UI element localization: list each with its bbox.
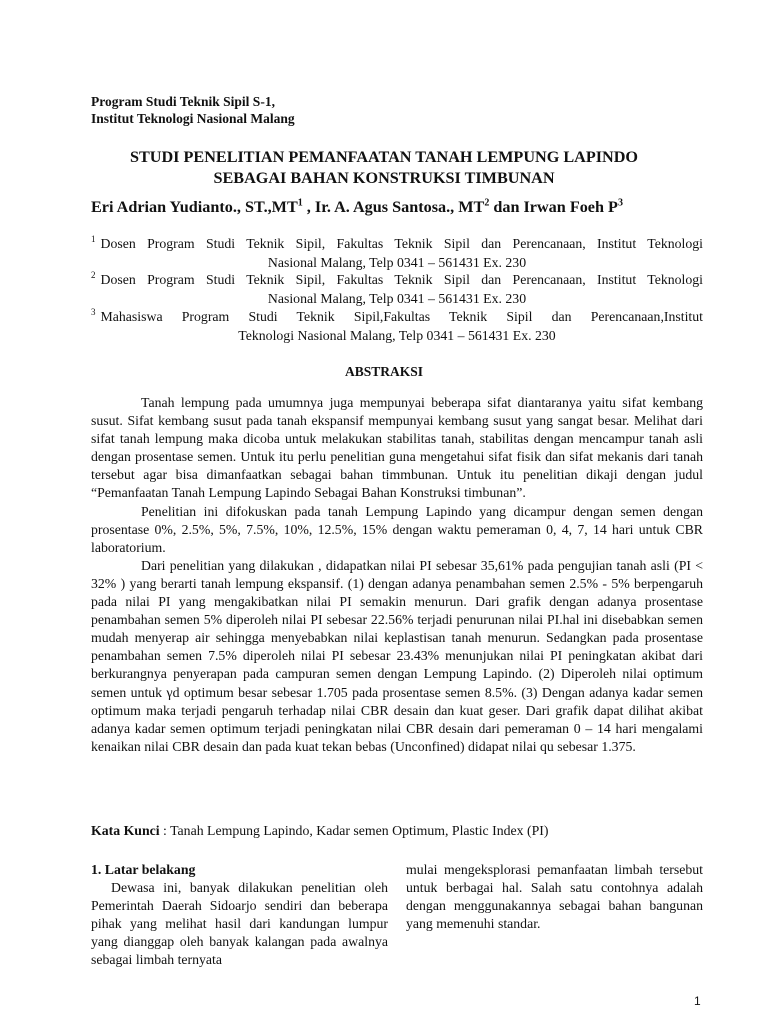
abstract-paragraph-3: Dari penelitian yang dilakukan , didapatkan nilai PI sebesar 35,61% pada pengujian tanah asli (PI < 32% ) yang berarti tanah lempung ekspansif. (1) dengan adanya penambahan semen 2.5% - 5% berpengaruh pada nilai PI yang mengakibatkan nilai PI semakin menurun. Dari grafik dengan adanya prosentase penambahan semen 5% diperoleh nilai PI sebesar 22.56% terjadi penurunan nilai PI.hal ini disebabkan semen mudah menyerap air sehingga menyebabkan nilai keplastisan tanah menurun. Sedangkan pada prosentase penambahan semen 7.5% diperoleh nilai PI sebesar 23.43% menunjukan nilai PI peningkatan akibat dari berkurangnya penyerapan pada campuran semen dengan Lempung Lapindo. (2) Diperoleh nilai optimum semen untuk γd optimum besar sebesar 1.705 pada prosentase semen 8.5%. (3) Dengan adanya kadar semen optimum maka terjadi pengaruh terhadap nilai CBR desain dan kuat geser. Dari grafik dapat dilihat akibat adanya kadar semen optimum terjadi peningkatan nilai CBR desain dari pemeraman 0 – 14 hari mengalami kenaikan nilai CBR desain dan pada kuat tekan bebas (Unconfined) didapat nilai qu sebesar 1.375. — [91, 557, 703, 754]
affiliation-3-line-2: Teknologi Nasional Malang, Telp 0341 – 561431 Ex. 230 — [238, 327, 556, 343]
affiliation-3 — [91, 308, 703, 345]
affiliation-1-num: 1 — [91, 234, 96, 245]
paper-title — [60, 147, 708, 189]
title-line-1: STUDI PENELITIAN PEMANFAATAN TANAH LEMPUNG LAPINDO — [130, 148, 638, 166]
institute-line: Institut Teknologi Nasional Malang — [91, 111, 295, 126]
affiliation-2-line-1: Dosen Program Studi Teknik Sipil, Fakultas Teknik Sipil dan Perencanaan, Institut Teknologi — [100, 272, 703, 287]
affiliation-2 — [91, 271, 703, 308]
abstract-paragraph-2: Penelitian ini difokuskan pada tanah Lempung Lapindo yang dicampur dengan semen dengan prosentase 0%, 2.5%, 5%, 7.5%, 10%, 12.5%, 15% dengan waktu pemeraman 0, 4, 7, 14 hari untuk CBR laboratorium. — [91, 503, 703, 555]
abstract-paragraph-1: Tanah lempung pada umumnya juga mempunyai beberapa sifat diantaranya yaitu sifat kembang susut. Sifat kembang susut pada tanah ekspansif mempunyai kembang susut yang sangat besar. Melihat dari sifat tanah lempung maka dicoba untuk melakukan stabilitas tanah, stabilitas dengan mencampur tanah asli dengan prosentase semen. Untuk itu perlu penelitian guna mengetahui sifat fisik dan sifat mekanis dari tanah tersebut agar bisa dimanfaatkan sebagai bahan timmbunan. Untuk itu penelitian dikaji dengan judul “Pemanfaatan Tanah Lempung Lapindo Sebagai Bahan Konstruksi timbunan”. — [91, 395, 703, 501]
author-2: , Ir. A. Agus Santosa., MT — [302, 198, 485, 216]
section-1-column-left — [91, 861, 388, 970]
title-line-2: SEBAGAI BAHAN KONSTRUKSI TIMBUNAN — [213, 169, 555, 187]
program-line: Program Studi Teknik Sipil S-1, — [91, 94, 275, 109]
author-1-sup: 1 — [297, 197, 303, 209]
section-1-heading: 1. Latar belakang — [91, 862, 196, 877]
affiliation-1-line-1: Dosen Program Studi Teknik Sipil, Fakultas Teknik Sipil dan Perencanaan, Institut Teknologi — [100, 236, 703, 251]
affiliation-2-num: 2 — [91, 270, 96, 281]
affiliation-3-num: 3 — [91, 307, 96, 318]
affiliation-1-line-2: Nasional Malang, Telp 0341 – 561431 Ex. 230 — [267, 254, 527, 270]
author-3-sup: 3 — [617, 197, 623, 209]
affiliation-3-line-1: Mahasiswa Program Studi Teknik Sipil,Fakultas Teknik Sipil dan Perencanaan,Institut — [100, 309, 703, 324]
page-number: 1 — [694, 994, 701, 1008]
keywords — [91, 823, 548, 839]
affiliation-1 — [91, 235, 703, 272]
affiliation-2-line-2: Nasional Malang, Telp 0341 – 561431 Ex. 230 — [267, 290, 527, 306]
author-2-sup: 2 — [484, 197, 490, 209]
keywords-label: Kata Kunci — [91, 823, 160, 838]
author-1: Eri Adrian Yudianto., ST.,MT — [91, 198, 298, 216]
section-1-column-right — [406, 861, 703, 933]
author-list — [91, 198, 623, 217]
section-1-paragraph-left: Dewasa ini, banyak dilakukan penelitian oleh Pemerintah Daerah Sidoarjo sendiri dan beberapa pihak yang melihat hasil dari kandungan lumpur yang dianggap oleh banyak kalangan pada awalnya sebagai limbah ternyata — [91, 880, 388, 968]
institution-header — [91, 93, 295, 127]
abstract-body — [91, 394, 703, 756]
author-3: dan Irwan Foeh P — [489, 198, 618, 216]
section-1-paragraph-right: mulai mengeksplorasi pemanfaatan limbah tersebut untuk berbagai hal. Salah satu contohnya adalah dengan menggunakannya sebagai bahan bangunan yang memenuhi standar. — [406, 862, 703, 932]
abstract-heading: ABSTRAKSI — [344, 364, 424, 379]
keywords-text: : Tanah Lempung Lapindo, Kadar semen Optimum, Plastic Index (PI) — [159, 823, 549, 838]
